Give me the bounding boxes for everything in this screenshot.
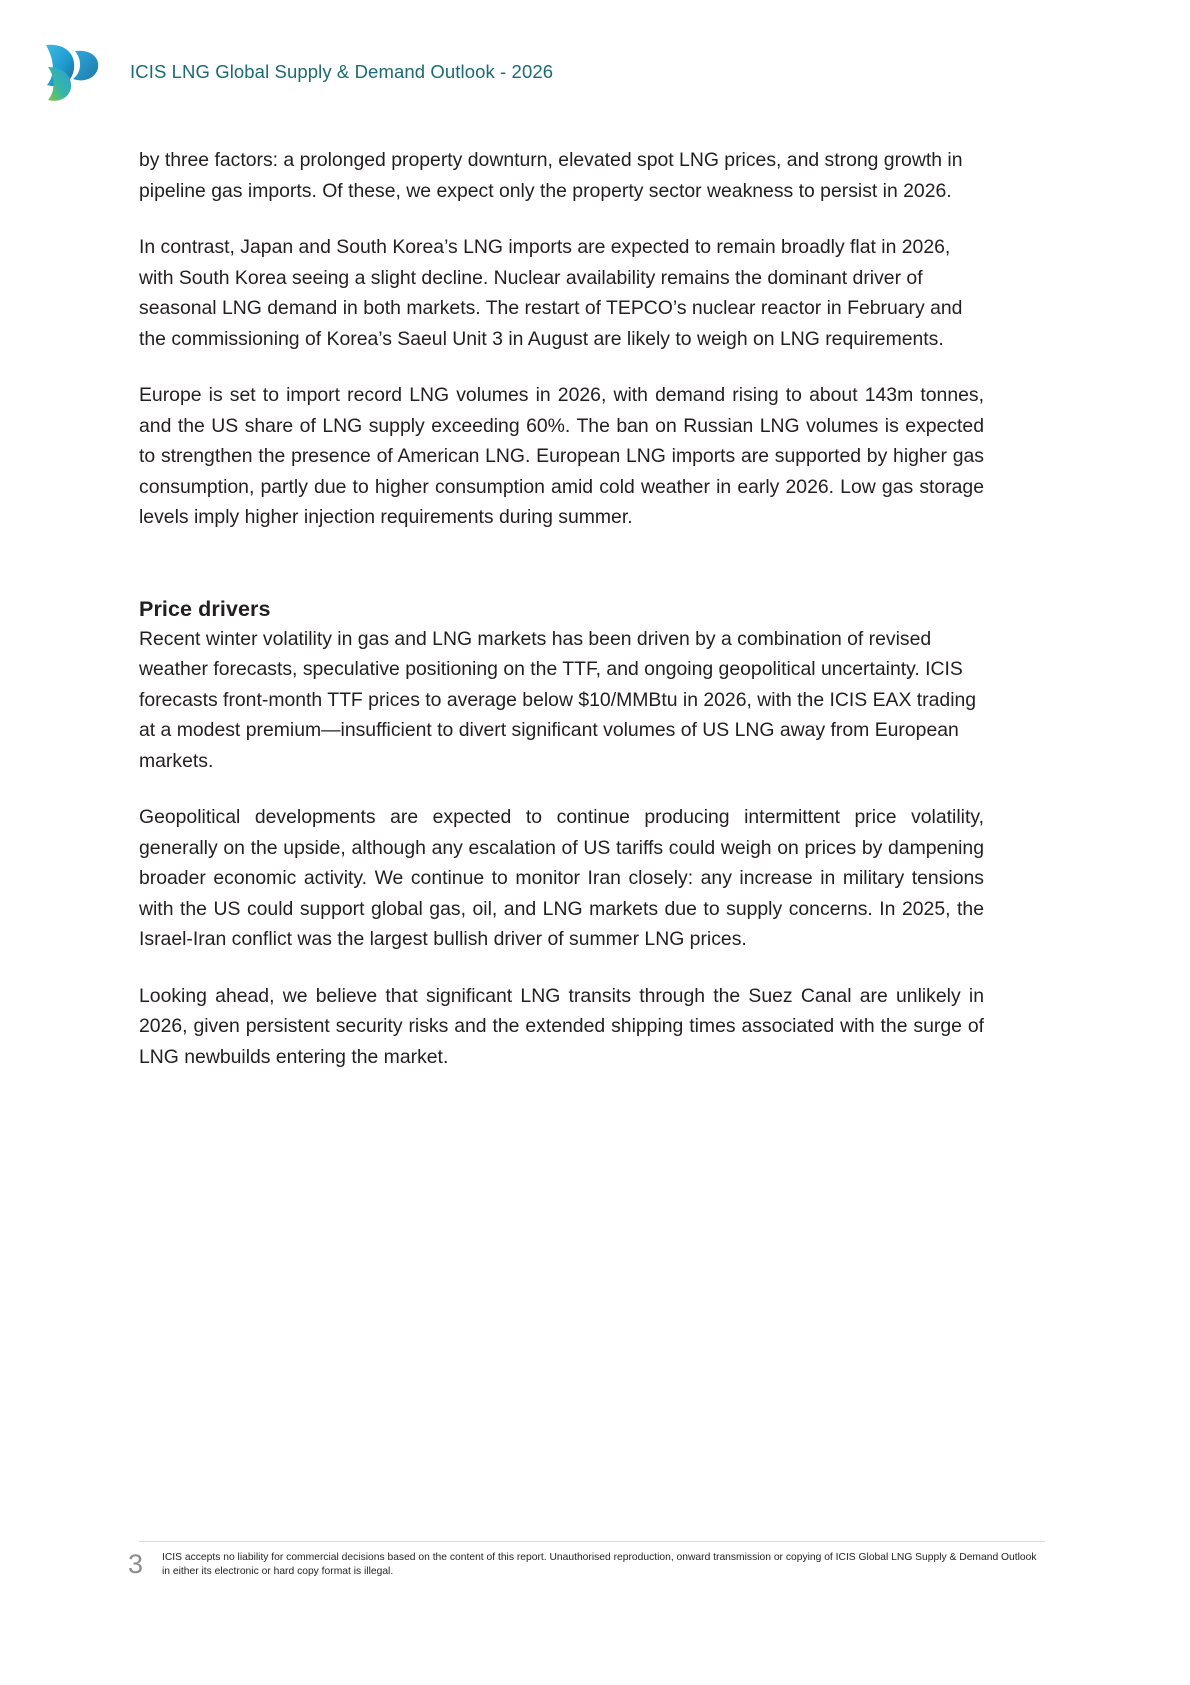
- paragraph-intro-continued: by three factors: a prolonged property downturn, elevated spot LNG prices, and strong growth in pipeline gas imports. Of these, we expect only the property sector weakness to persist in 2026.: [139, 149, 963, 202]
- paragraph-europe: Europe is set to import record LNG volumes in 2026, with demand rising to about 143m tonnes, and the US share of LNG supply exceeding 60%. The ban on Russian LNG volumes is expected to strengthen the presence of American LNG. European LNG imports are supported by higher gas consumption, partly due to higher consumption amid cold weather in early 2026. Low gas storage levels imply higher injection requirements during summer.: [139, 384, 984, 528]
- icis-leaf-logo-icon: [34, 37, 104, 107]
- footer-disclaimer: ICIS accepts no liability for commercial decisions based on the content of this report. Unauthorised reproduction, onward transmission or copying of ICIS Global LNG Supply & Demand Outlook in either its electronic or hard copy format is illegal.: [162, 1552, 1037, 1577]
- footer-divider: [139, 1541, 1045, 1542]
- page-number: 3: [128, 1549, 144, 1579]
- document-body: [139, 145, 984, 1098]
- paragraph-geopolitical: Geopolitical developments are expected to continue producing intermittent price volatility, generally on the upside, although any escalation of US tariffs could weigh on prices by dampening broader economic activity. We continue to monitor Iran closely: any increase in military tensions with the US could support global gas, oil, and LNG markets due to supply concerns. In 2025, the Israel-Iran conflict was the largest bullish driver of summer LNG prices.: [139, 806, 984, 950]
- page-footer: [0, 1541, 1190, 1597]
- document-title: ICIS LNG Global Supply & Demand Outlook - 2026: [130, 61, 554, 82]
- paragraph-japan-korea: In contrast, Japan and South Korea’s LNG imports are expected to remain broadly flat in 2026, with South Korea seeing a slight decline. Nuclear availability remains the dominant driver of seasonal LNG demand in both markets. The restart of TEPCO’s nuclear reactor in February and the commissioning of Korea’s Saeul Unit 3 in August are likely to weigh on LNG requirements.: [139, 236, 963, 350]
- paragraph-suez-canal: Looking ahead, we believe that significant LNG transits through the Suez Canal are unlikely in 2026, given persistent security risks and the extended shipping times associated with the surge of LNG newbuilds entering the market.: [139, 984, 984, 1068]
- paragraph-winter-volatility: Recent winter volatility in gas and LNG markets has been driven by a combination of revised weather forecasts, speculative positioning on the TTF, and ongoing geopolitical uncertainty. ICIS forecasts front-month TTF prices to average below $10/MMBtu in 2026, with the ICIS EAX trading at a modest premium—insufficient to divert significant volumes of US LNG away from European markets.: [139, 627, 977, 772]
- section-spacer: [139, 561, 984, 597]
- page-header: [0, 36, 1190, 108]
- section-heading-price-drivers: Price drivers: [139, 596, 271, 621]
